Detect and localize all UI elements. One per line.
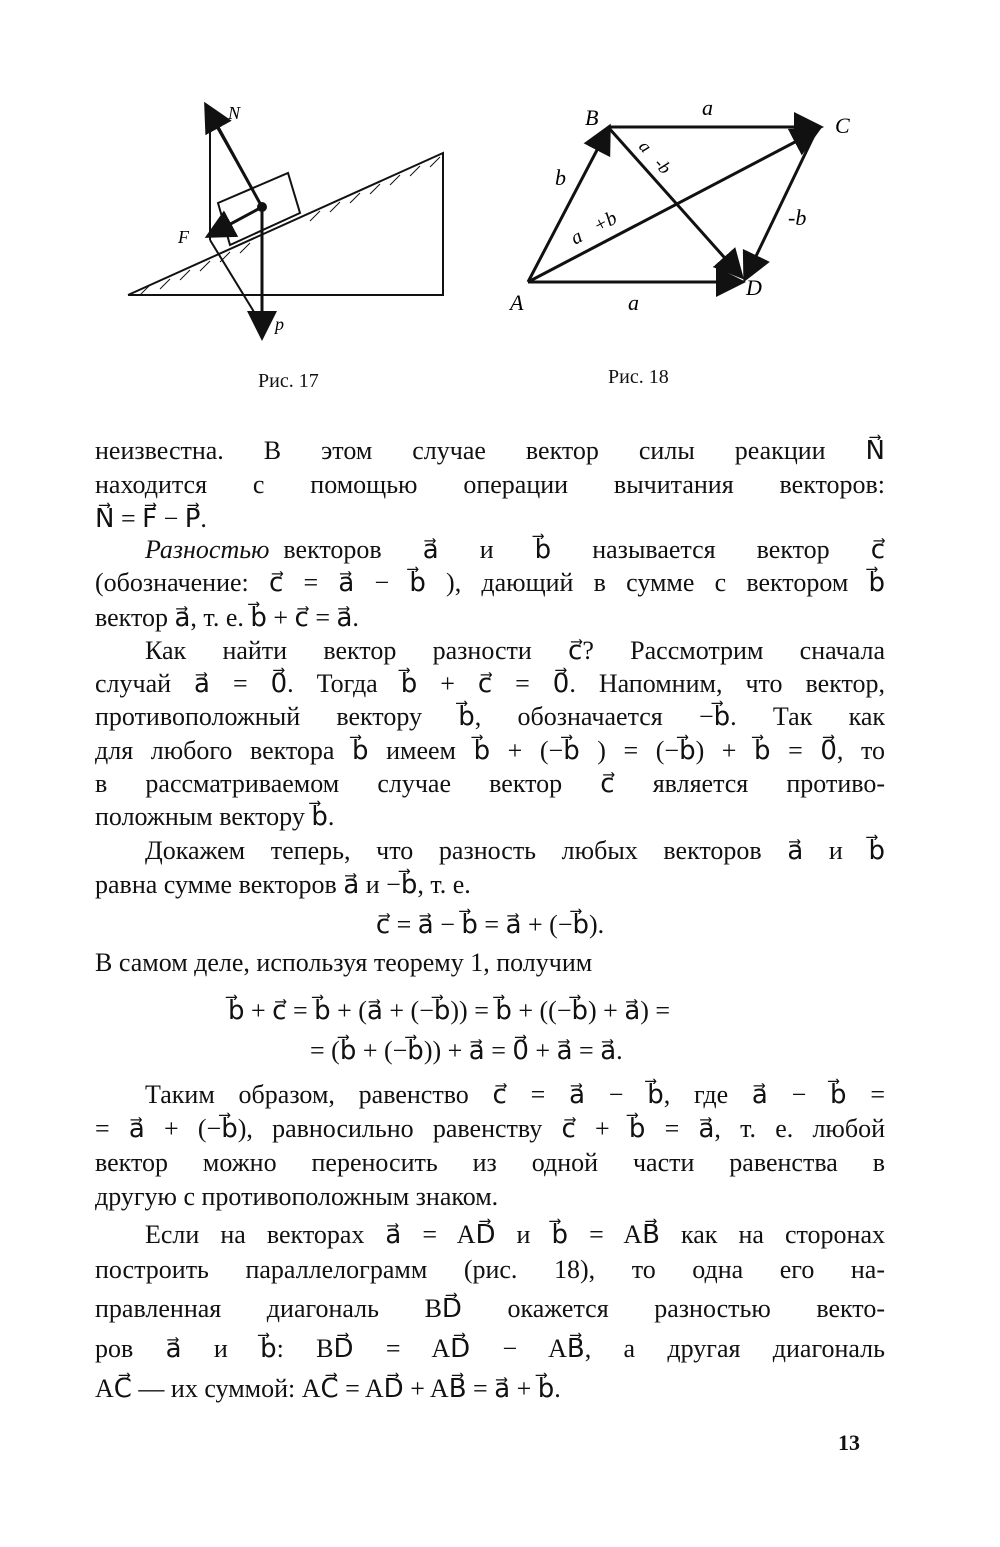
text-line: правленная диагональ BD⃗ окажется разностью векто- (95, 1294, 885, 1323)
figure-18-diagram (500, 85, 880, 325)
figure-17-caption: Рис. 17 (258, 370, 319, 392)
label-vertex-a: A (510, 290, 524, 315)
label-a-bottom: a⃗ (628, 290, 657, 315)
text-line: Докажем теперь, что разность любых векторов a⃗ и b⃗ (145, 836, 885, 865)
text-line: вектор a⃗, т. е. b⃗ + c⃗ = a⃗. (95, 603, 359, 632)
text-line: вектор можно переносить из одной части равенства в (95, 1148, 885, 1177)
text-line: = a⃗ + (−b⃗), равносильно равенству c⃗ + b⃗ = a⃗, т. е. любой (95, 1114, 885, 1143)
text-line: для любого вектора b⃗ имеем b⃗ + (−b⃗ ) = (−b⃗) + b⃗ = 0⃗, то (95, 736, 885, 765)
label-b: b⃗ (555, 165, 584, 190)
formula-line: c⃗ = a⃗ − b⃗ = a⃗ + (−b⃗). (375, 910, 605, 939)
label-vertex-d: D (746, 275, 762, 300)
label-n: N⃗ (228, 103, 255, 123)
label-vertex-b: B (585, 105, 599, 130)
text-line: В самом деле, используя теорему 1, получим (95, 948, 593, 977)
text-line: AC⃗ — их суммой: AC⃗ = AD⃗ + AB⃗ = a⃗ + b⃗. (95, 1374, 561, 1403)
formula-line: = (b⃗ + (−b⃗)) + a⃗ = 0⃗ + a⃗ = a⃗. (310, 1036, 623, 1065)
formula-line: b⃗ + c⃗ = b⃗ + (a⃗ + (−b⃗)) = b⃗ + ((−b⃗) + a⃗) = (228, 996, 671, 1025)
label-a-top: a⃗ (702, 95, 731, 120)
page-number: 13 (838, 1430, 860, 1455)
text-line: построить параллелограмм (рис. 18), то одна его на- (95, 1255, 885, 1284)
label-a-minus-b: a⃗-b⃗ (635, 136, 685, 189)
text-line: находится с помощью операции вычитания векторов: (95, 470, 885, 499)
text-line: в рассматриваемом случае вектор c⃗ является противо- (95, 769, 885, 798)
text-line: случай a⃗ = 0⃗. Тогда b⃗ + c⃗ = 0⃗. Напомним, что вектор, (95, 669, 885, 698)
text-line: Таким образом, равенство c⃗ = a⃗ − b⃗, где a⃗ − b⃗ = (145, 1080, 885, 1109)
formula-line: N⃗ = F⃗ − P⃗. (95, 504, 207, 533)
label-f: F⃗ (178, 227, 203, 247)
label-vertex-c: C (835, 113, 850, 138)
figure-18-caption: Рис. 18 (608, 366, 669, 388)
text-line: положным вектору b⃗. (95, 802, 335, 831)
text-line: ров a⃗ и b⃗: BD⃗ = AD⃗ − AB⃗, а другая диагональ (95, 1334, 885, 1363)
text-line: векторов a⃗ и b⃗ называется вектор c⃗ (283, 535, 885, 564)
text-line: неизвестна. В этом случае вектор силы реакции N⃗ (95, 436, 885, 465)
label-p: p⃗ (275, 314, 299, 334)
text-line: (обозначение: c⃗ = a⃗ − b⃗ ), дающий в сумме с вектором b⃗ (95, 568, 885, 597)
label-a-plus-b: a⃗+b⃗ (567, 199, 635, 250)
label-minus-b: -b⃗ (788, 205, 824, 230)
text-line: Если на векторах a⃗ = AD⃗ и b⃗ = AB⃗ как на сторонах (145, 1220, 885, 1249)
figure-17-diagram (110, 85, 470, 345)
term-difference: Разностью (145, 535, 270, 564)
text-line: другую с противоположным знаком. (95, 1182, 499, 1211)
text-line: противоположный вектору b⃗, обозначается −b⃗. Так как (95, 702, 885, 731)
text-line: равна сумме векторов a⃗ и −b⃗, т. е. (95, 870, 471, 899)
text-line: Как найти вектор разности c⃗? Рассмотрим сначала (145, 636, 885, 665)
